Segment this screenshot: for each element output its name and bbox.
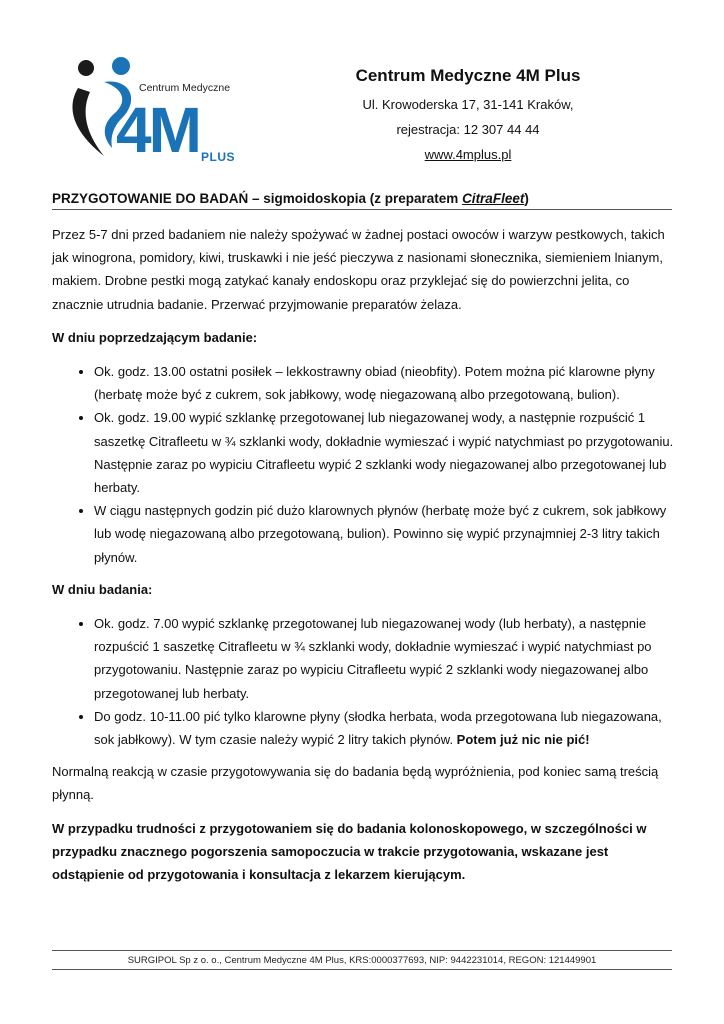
list-item: • Ok. godz. 7.00 wypić szklankę przegotowanej lub niegazowanej wody (lub herbaty), a następnie rozpuścić 1 saszetkę Citrafleetu w ¾ szklanki wody, dokładnie wymieszać i wypić natychmiast po przygotowaniu. Następnie zaraz po wypiciu Citrafleetu wypić 2 szklanki wody niegazowanej albo przegotowanej lub herbaty.	[94, 612, 677, 705]
footer-divider	[52, 969, 672, 970]
title-prefix: PRZYGOTOWANIE DO BADAŃ – sigmoidoskopia (z preparatem	[52, 191, 463, 206]
logo-4m-text: 4M	[116, 94, 199, 166]
clinic-name: Centrum Medyczne 4M Plus	[355, 66, 581, 85]
exam-day-list	[52, 612, 677, 751]
intro-paragraph: Przez 5-7 dni przed badaniem nie należy spożywać w żadnej postaci owoców i warzyw pestkowych, takich jak winogrona, pomidory, kiwi, truskawki i nie jeść pieczywa z nasionami słonecznika, siemieniem lnianym, makiem. Drobne pestki mogą zatykać kanały endoskopu oraz przyklejać się do powierzchni jelita, co znacznie utrudnia badanie. Przerwać przyjmowanie preparatów żelaza.	[52, 227, 665, 312]
document-title	[52, 191, 672, 210]
list-item	[94, 705, 677, 751]
title-suffix: )	[524, 191, 529, 206]
company-footer: SURGIPOL Sp z o. o., Centrum Medyczne 4M Plus, KRS:0000377693, NIP: 9442231014, REGON: 121449901	[52, 950, 672, 966]
exam-day-heading: W dniu badania:	[52, 581, 153, 597]
logo-blue-dot	[112, 57, 130, 75]
normal-reaction-paragraph: Normalną reakcją w czasie przygotowywania się do badania będą wypróżnienia, pod koniec samą treścią płynną.	[52, 764, 659, 803]
clinic-registration: rejestracja: 12 307 44 44	[396, 122, 540, 137]
clinic-header	[300, 66, 636, 167]
warning-paragraph: W przypadku trudności z przygotowaniem się do badania kolonoskopowego, w szczególności w przypadku znacznego pogorszenia samopoczucia w trakcie przygotowania, wskazane jest odstąpienie od przygotowania i konsultacja z lekarzem kierującym.	[52, 820, 647, 883]
list-item: • W ciągu następnych godzin pić dużo klarownych płynów (herbatę może być z cukrem, sok jabłkowy lub wodę niegazowaną albo przegotowaną, bulion). Powinno się wypić przynajmniej 2-3 litry takich płynów.	[94, 499, 677, 569]
list-item: • Ok. godz. 13.00 ostatni posiłek – lekkostrawny obiad (nieobfity). Potem można pić klarowne płyny (herbatę może być z cukrem, sok jabłkowy, wodę niegazowaną albo przegotowaną, bulion).	[94, 360, 677, 406]
list-item-bold: Potem już nic nie pić!	[456, 732, 590, 748]
logo-dark-swoosh	[72, 88, 104, 156]
logo-text-plus: PLUS	[201, 150, 236, 164]
list-item-text: Do godz. 10-11.00 pić tylko klarowne płyny (słodka herbata, woda przegotowana lub niegazowana, sok jabłkowy). W tym czasie należy wypić 2 litry takich płynów.	[94, 708, 662, 748]
logo-text-centrum: Centrum Medyczne	[139, 82, 231, 94]
title-product: CitraFleet	[462, 191, 525, 206]
day-before-heading: W dniu poprzedzającym badanie:	[52, 329, 258, 345]
clinic-address: Ul. Krowoderska 17, 31-141 Kraków,	[362, 97, 574, 112]
document-body	[52, 223, 677, 896]
logo-dark-dot	[78, 60, 94, 76]
list-item: • Ok. godz. 19.00 wypić szklankę przegotowanej lub niegazowanej wody, a następnie rozpuścić 1 saszetkę Citrafleetu w ¾ szklanki wody, dokładnie wymieszać i wypić natychmiast po przygotowaniu. Następnie zaraz po wypiciu Citrafleetu wypić 2 szklanki wody niegazowanej albo przegotowanej lub herbaty.	[94, 406, 677, 499]
clinic-website-link[interactable]: www.4mplus.pl	[424, 147, 512, 162]
day-before-list	[52, 360, 677, 569]
